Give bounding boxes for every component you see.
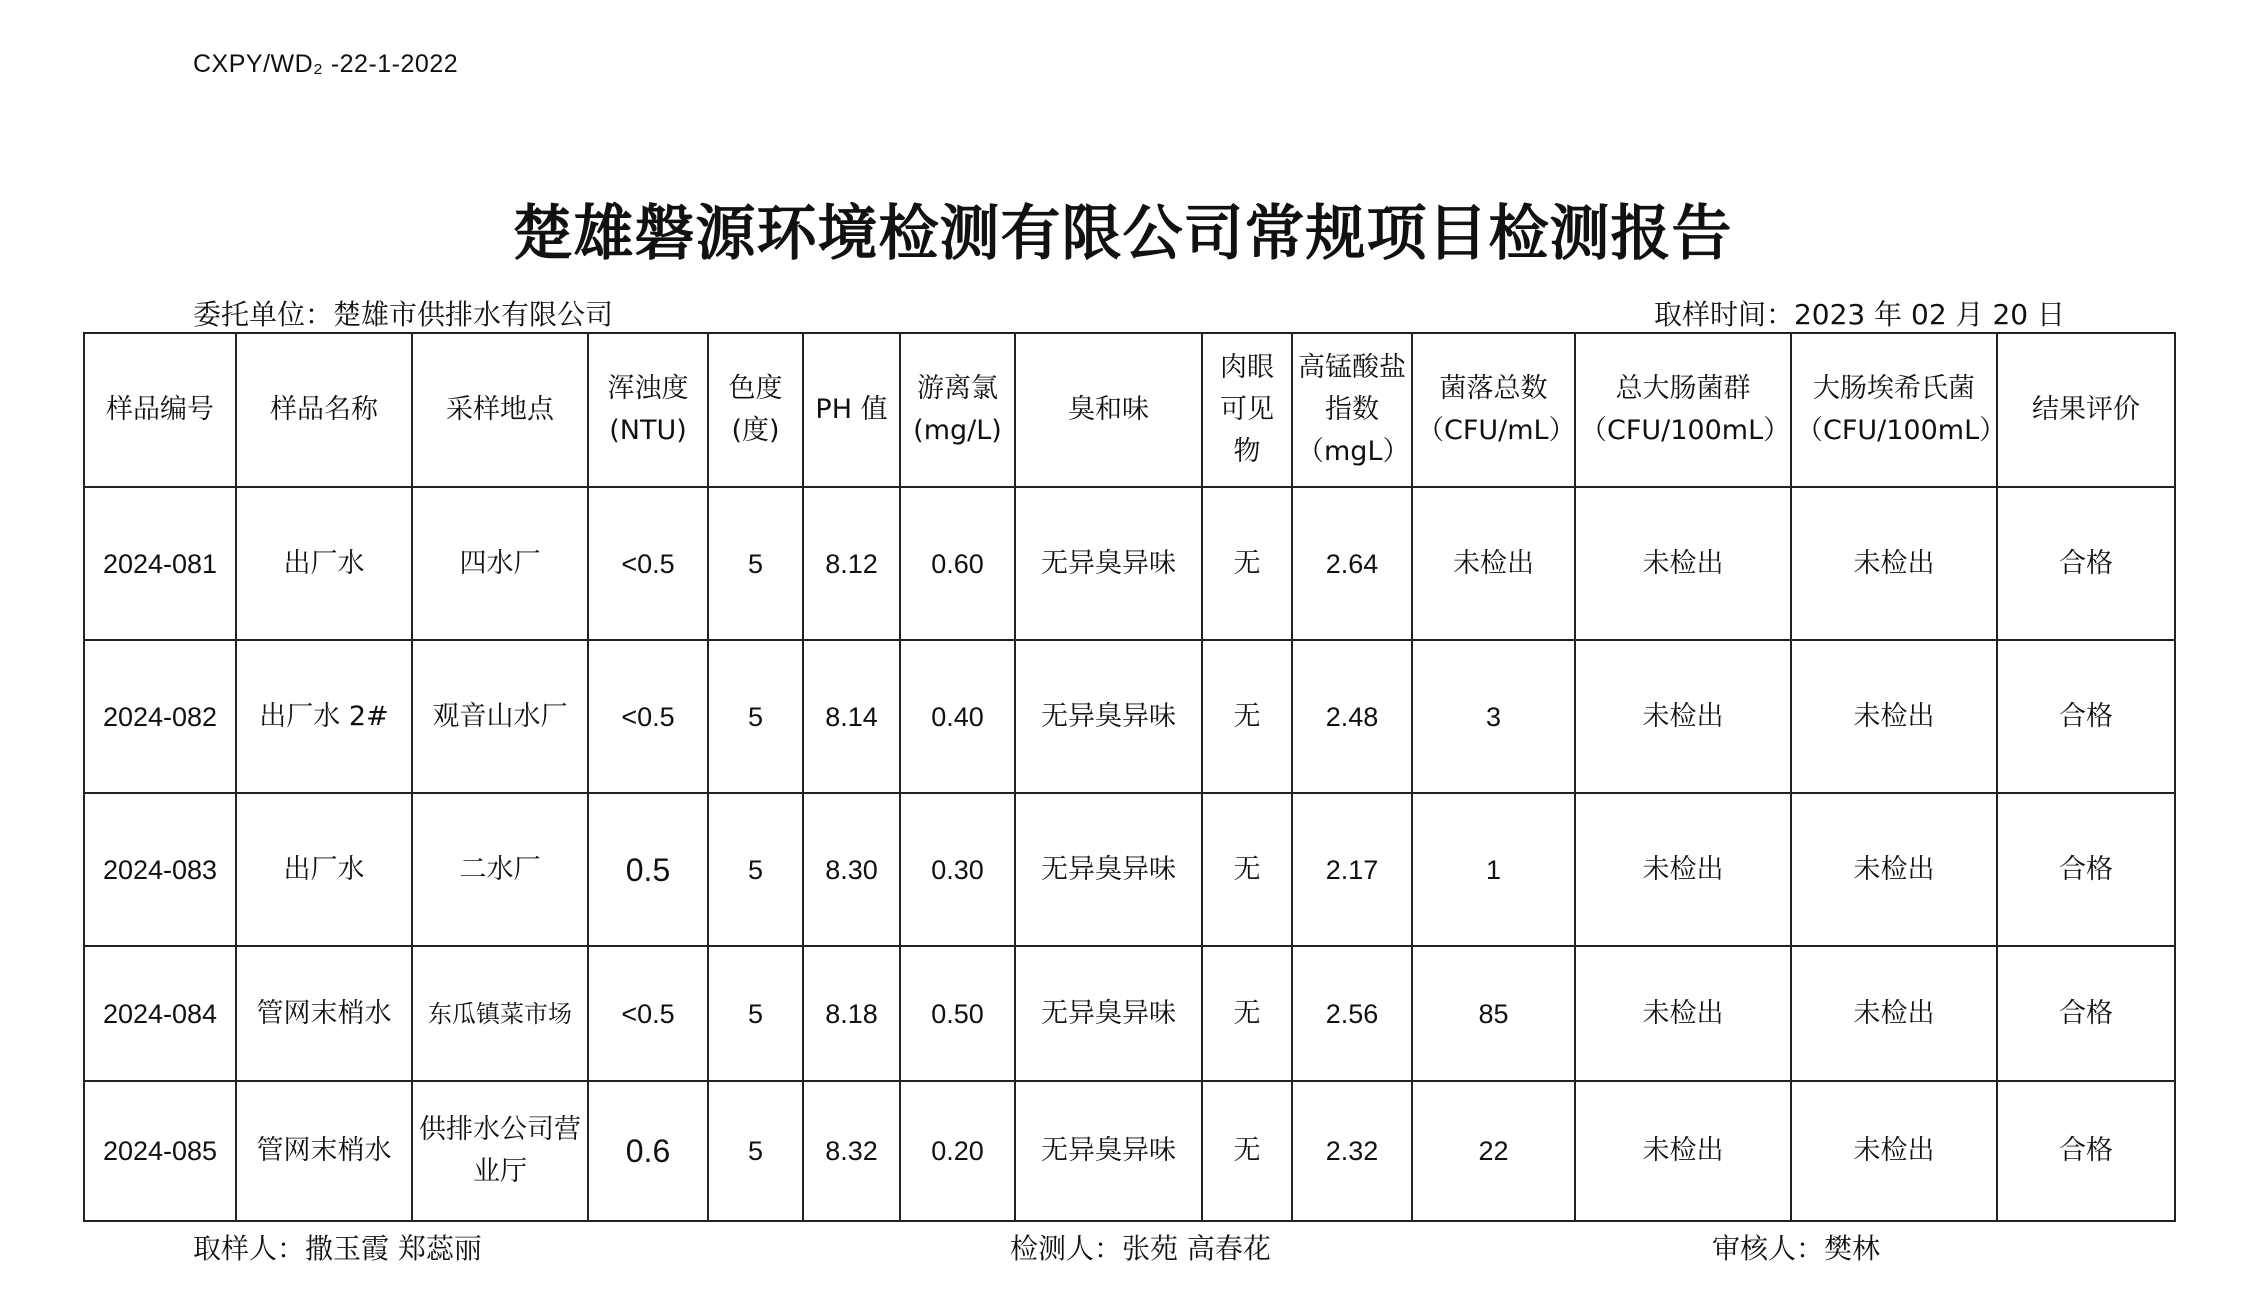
cell-chlorine: 0.60 bbox=[900, 487, 1015, 640]
header-visible: 肉眼可见物 bbox=[1202, 333, 1292, 487]
cell-color: 5 bbox=[708, 640, 803, 793]
cell-colony: 未检出 bbox=[1412, 487, 1575, 640]
header-sample-name: 样品名称 bbox=[236, 333, 412, 487]
cell-sample-name: 管网末梢水 bbox=[236, 1081, 412, 1221]
header-location: 采样地点 bbox=[412, 333, 588, 487]
header-result: 结果评价 bbox=[1997, 333, 2175, 487]
cell-ph: 8.12 bbox=[803, 487, 900, 640]
cell-coliform: 未检出 bbox=[1575, 793, 1791, 946]
cell-location: 东瓜镇菜市场 bbox=[412, 946, 588, 1081]
cell-coliform: 未检出 bbox=[1575, 1081, 1791, 1221]
cell-ecoli: 未检出 bbox=[1791, 640, 1997, 793]
cell-colony: 1 bbox=[1412, 793, 1575, 946]
reviewer-label: 审核人： bbox=[1712, 1232, 1825, 1265]
cell-visible: 无 bbox=[1202, 640, 1292, 793]
cell-chlorine: 0.30 bbox=[900, 793, 1015, 946]
table-header-row bbox=[84, 333, 2175, 487]
header-color: 色度 (度) bbox=[708, 333, 803, 487]
cell-chlorine: 0.20 bbox=[900, 1081, 1015, 1221]
tester-label: 检测人： bbox=[1010, 1232, 1123, 1265]
sampling-time-label: 取样时间： bbox=[1653, 298, 1794, 331]
cell-visible: 无 bbox=[1202, 946, 1292, 1081]
cell-ph: 8.32 bbox=[803, 1081, 900, 1221]
header-chlorine: 游离氯 (mg/L) bbox=[900, 333, 1015, 487]
cell-visible: 无 bbox=[1202, 1081, 1292, 1221]
cell-sample-name: 出厂水 2# bbox=[236, 640, 412, 793]
document-code: CXPY/WD₂ -22-1-2022 bbox=[193, 50, 459, 78]
cell-colony: 85 bbox=[1412, 946, 1575, 1081]
cell-result: 合格 bbox=[1997, 487, 2175, 640]
cell-color: 5 bbox=[708, 946, 803, 1081]
table-row bbox=[84, 640, 2175, 793]
header-odor: 臭和味 bbox=[1015, 333, 1202, 487]
cell-result: 合格 bbox=[1997, 640, 2175, 793]
cell-visible: 无 bbox=[1202, 793, 1292, 946]
cell-location: 观音山水厂 bbox=[412, 640, 588, 793]
header-turbidity: 浑浊度 (NTU) bbox=[588, 333, 708, 487]
cell-ecoli: 未检出 bbox=[1791, 487, 1997, 640]
header-ph: PH 值 bbox=[803, 333, 900, 487]
cell-odor: 无异臭异味 bbox=[1015, 487, 1202, 640]
cell-turbidity: <0.5 bbox=[588, 640, 708, 793]
cell-turbidity: <0.5 bbox=[588, 487, 708, 640]
cell-location: 四水厂 bbox=[412, 487, 588, 640]
header-ecoli: 大肠埃希氏菌（CFU/100mL） bbox=[1791, 333, 1997, 487]
cell-ph: 8.30 bbox=[803, 793, 900, 946]
cell-cod: 2.48 bbox=[1292, 640, 1412, 793]
cell-color: 5 bbox=[708, 793, 803, 946]
sampling-time-info bbox=[1654, 293, 2065, 333]
reviewer-signature bbox=[1712, 1227, 1880, 1267]
cell-ph: 8.14 bbox=[803, 640, 900, 793]
report-title: 楚雄磐源环境检测有限公司常规项目检测报告 bbox=[512, 199, 1733, 269]
cell-turbidity: 0.5 bbox=[588, 793, 708, 946]
header-colony: 菌落总数（CFU/mL） bbox=[1412, 333, 1575, 487]
cell-visible: 无 bbox=[1202, 487, 1292, 640]
sampler-label: 取样人： bbox=[193, 1232, 306, 1265]
cell-color: 5 bbox=[708, 487, 803, 640]
cell-color: 5 bbox=[708, 1081, 803, 1221]
cell-cod: 2.17 bbox=[1292, 793, 1412, 946]
cell-sample-id: 2024-085 bbox=[84, 1081, 236, 1221]
cell-chlorine: 0.50 bbox=[900, 946, 1015, 1081]
sampling-time-value: 2023 年 02 月 20 日 bbox=[1793, 298, 2065, 331]
cell-cod: 2.56 bbox=[1292, 946, 1412, 1081]
cell-odor: 无异臭异味 bbox=[1015, 640, 1202, 793]
cell-sample-id: 2024-082 bbox=[84, 640, 236, 793]
header-cod: 高锰酸盐指数（mgL） bbox=[1292, 333, 1412, 487]
client-info bbox=[193, 293, 613, 333]
cell-location: 二水厂 bbox=[412, 793, 588, 946]
tester-names: 张苑 高春花 bbox=[1122, 1232, 1271, 1265]
cell-turbidity: 0.6 bbox=[588, 1081, 708, 1221]
cell-sample-id: 2024-084 bbox=[84, 946, 236, 1081]
client-value: 楚雄市供排水有限公司 bbox=[333, 298, 614, 331]
cell-result: 合格 bbox=[1997, 946, 2175, 1081]
sampler-signature bbox=[193, 1227, 482, 1267]
cell-sample-id: 2024-083 bbox=[84, 793, 236, 946]
header-sample-id: 样品编号 bbox=[84, 333, 236, 487]
cell-sample-name: 出厂水 bbox=[236, 487, 412, 640]
table-row bbox=[84, 1081, 2175, 1221]
test-results-table bbox=[83, 332, 2176, 1222]
cell-ph: 8.18 bbox=[803, 946, 900, 1081]
cell-odor: 无异臭异味 bbox=[1015, 1081, 1202, 1221]
cell-turbidity: <0.5 bbox=[588, 946, 708, 1081]
cell-chlorine: 0.40 bbox=[900, 640, 1015, 793]
cell-cod: 2.64 bbox=[1292, 487, 1412, 640]
table-row bbox=[84, 793, 2175, 946]
cell-ecoli: 未检出 bbox=[1791, 946, 1997, 1081]
cell-sample-id: 2024-081 bbox=[84, 487, 236, 640]
cell-result: 合格 bbox=[1997, 1081, 2175, 1221]
cell-odor: 无异臭异味 bbox=[1015, 946, 1202, 1081]
cell-coliform: 未检出 bbox=[1575, 946, 1791, 1081]
cell-sample-name: 管网末梢水 bbox=[236, 946, 412, 1081]
sampler-names: 撒玉霞 郑蕊丽 bbox=[305, 1232, 482, 1265]
table-row bbox=[84, 946, 2175, 1081]
cell-coliform: 未检出 bbox=[1575, 487, 1791, 640]
cell-colony: 3 bbox=[1412, 640, 1575, 793]
cell-coliform: 未检出 bbox=[1575, 640, 1791, 793]
cell-ecoli: 未检出 bbox=[1791, 1081, 1997, 1221]
header-coliform: 总大肠菌群（CFU/100mL） bbox=[1575, 333, 1791, 487]
cell-location: 供排水公司营业厅 bbox=[412, 1081, 588, 1221]
tester-signature bbox=[1010, 1227, 1271, 1267]
cell-odor: 无异臭异味 bbox=[1015, 793, 1202, 946]
cell-cod: 2.32 bbox=[1292, 1081, 1412, 1221]
table-row bbox=[84, 487, 2175, 640]
cell-ecoli: 未检出 bbox=[1791, 793, 1997, 946]
cell-result: 合格 bbox=[1997, 793, 2175, 946]
reviewer-names: 樊林 bbox=[1824, 1232, 1881, 1265]
cell-colony: 22 bbox=[1412, 1081, 1575, 1221]
cell-sample-name: 出厂水 bbox=[236, 793, 412, 946]
client-label: 委托单位： bbox=[193, 298, 334, 331]
